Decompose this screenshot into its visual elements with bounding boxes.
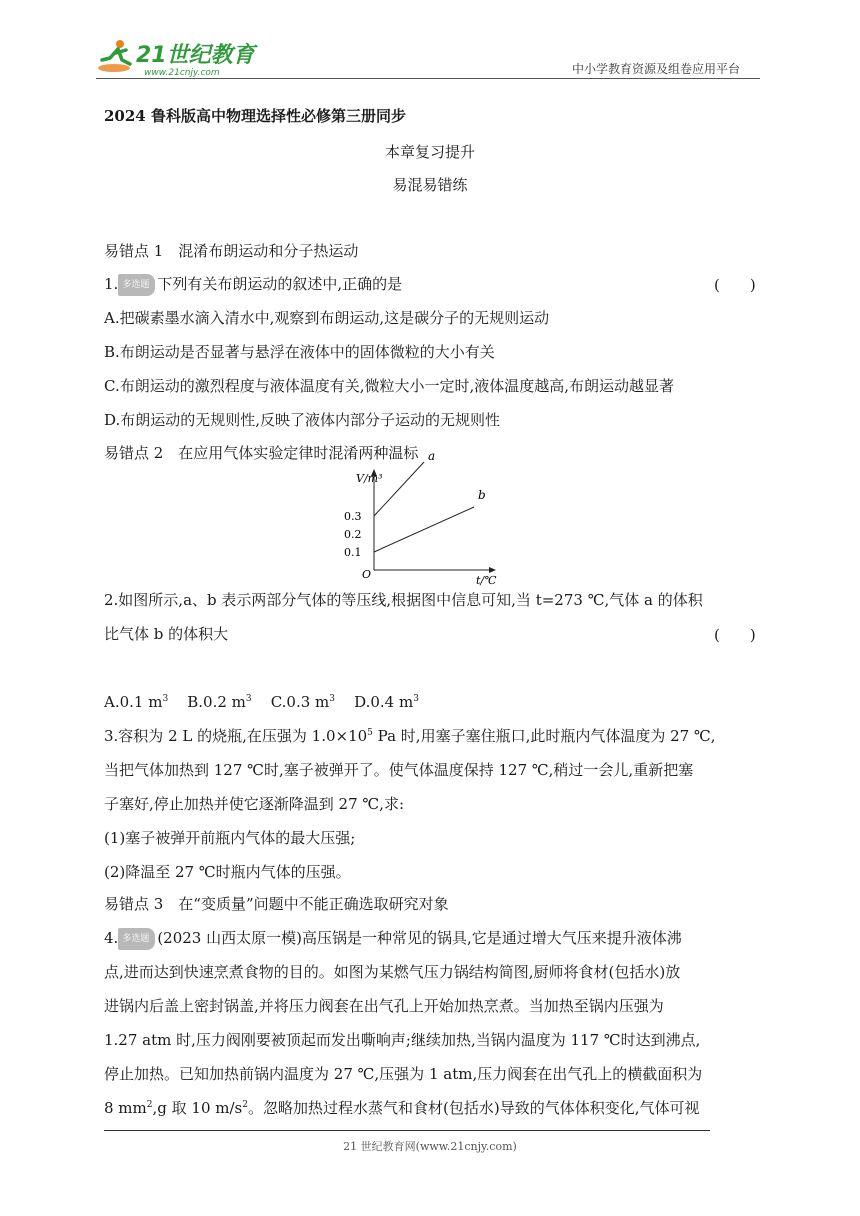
series-line-a <box>374 462 424 516</box>
question-3-line-3: 子塞好,停止加热并使它逐渐降温到 27 ℃,求: <box>104 795 404 813</box>
question-3-line-1: 3.容积为 2 L 的烧瓶,在压强为 $1.0\times 10^5$ Pa 时,用塞子塞住瓶口,此时瓶内气体温度为 27 ℃, <box>104 727 716 745</box>
y-axis-label: V/m³ <box>356 472 383 485</box>
logo-text: 21世纪教育 <box>136 43 255 68</box>
question-2-line-2: 比气体 b 的体积大 <box>104 625 229 643</box>
question-3-sub-2: (2)降温至 27 ℃时瓶内气体的压强。 <box>104 863 351 881</box>
multi-choice-badge: 多选题 <box>118 274 155 296</box>
section-title: 易混易错练 <box>392 176 468 194</box>
chapter-title: 本章复习提升 <box>384 143 475 161</box>
site-logo[interactable] <box>96 38 266 78</box>
footer-text: 21 世纪教育网(www.21cnjy.com) <box>343 1140 517 1153</box>
y-tick-label: 0.1 <box>344 546 362 559</box>
question-4-line-4: 1.27 atm 时,压力阀刚要被顶起而发出嘶响声;继续加热,当锅内温度为 117 ℃时达到沸点, <box>104 1031 701 1049</box>
y-tick-label: 0.2 <box>344 528 362 541</box>
header-divider <box>96 78 760 79</box>
option-a: A.把碳素墨水滴入清水中,观察到布朗运动,这是碳分子的无规则运动 <box>104 309 550 327</box>
option-d: D.布朗运动的无规则性,反映了液体内部分子运动的无规则性 <box>104 411 501 429</box>
option-c: C.0.3 $m^3$ <box>270 693 336 711</box>
series-label-b: b <box>478 488 486 502</box>
doc-title: 2024 鲁科版高中物理选择性必修第三册同步 <box>104 107 406 125</box>
question-4-line-3: 进锅内后盖上密封锅盖,并将压力阀套在出气孔上开始加热烹煮。当加热至锅内压强为 <box>104 997 664 1015</box>
header-right-text: 中小学教育资源及组卷应用平台 <box>572 62 741 76</box>
question-3-line-2: 当把气体加热到 127 ℃时,塞子被弹开了。使气体温度保持 127 ℃,稍过一会儿,重新把塞 <box>104 761 694 779</box>
series-label-a: a <box>428 449 436 463</box>
error-point-1-heading: 易错点 1 混淆布朗运动和分子热运动 <box>104 242 359 260</box>
option-a: A.0.1 $m^3$ <box>104 693 169 711</box>
option-c: C.布朗运动的激烈程度与液体温度有关,微粒大小一定时,液体温度越高,布朗运动越显著 <box>104 377 675 395</box>
error-point-2-heading: 易错点 2 在应用气体实验定律时混淆两种温标 <box>104 444 419 462</box>
question-4-line-5: 停止加热。已知加热前锅内温度为 27 ℃,压强为 1 atm,压力阀套在出气孔上的横截面积为 <box>104 1065 703 1083</box>
question-4-line-2: 点,进而达到快速烹煮食物的目的。如图为某燃气压力锅结构简图,厨师将食材(包括水)放 <box>104 963 681 981</box>
question-4-line-6: 8 $mm^2,g$ 取 10 $m/s^2$。忽略加热过程水蒸气和食材(包括水)导致的气体体积变化,气体可视 <box>104 1099 700 1117</box>
y-tick-label: 0.3 <box>344 510 362 523</box>
question-number: 4. <box>104 929 119 947</box>
question-number: 1. <box>104 275 119 293</box>
isobar-chart <box>340 449 520 590</box>
answer-parentheses: ( ) <box>714 276 756 294</box>
question-1-stem <box>104 274 402 296</box>
series-line-b <box>374 507 474 552</box>
logo-url: www.21cnjy.com <box>144 68 220 78</box>
x-axis-arrow <box>489 567 496 573</box>
question-3-sub-1: (1)塞子被弹开前瓶内气体的最大压强; <box>104 829 356 847</box>
question-text: 下列有关布朗运动的叙述中,正确的是 <box>157 275 403 293</box>
runner-logo-icon <box>96 38 266 78</box>
footer-divider <box>104 1130 710 1131</box>
x-axis-label: t/℃ <box>476 574 497 587</box>
question-4-line-1: 4. 多选题 (2023 山西太原一模)高压锅是一种常见的锅具,它是通过增大气压来提升液体沸 <box>104 928 682 950</box>
question-2-options <box>104 692 419 712</box>
answer-parentheses: ( ) <box>714 626 756 644</box>
question-2-line-1: 2.如图所示,a、b 表示两部分气体的等压线,根据图中信息可知,当 t=273 ℃,气体 a 的体积 <box>104 591 703 609</box>
option-b: B.0.2 $m^3$ <box>187 693 252 711</box>
origin-label: O <box>362 568 372 581</box>
option-b: B.布朗运动是否显著与悬浮在液体中的固体微粒的大小有关 <box>104 343 495 361</box>
error-point-3-heading: 易错点 3 在“变质量”问题中不能正确选取研究对象 <box>104 895 449 913</box>
option-d: D.0.4 $m^3$ <box>354 693 419 711</box>
multi-choice-badge: 多选题 <box>118 928 155 950</box>
